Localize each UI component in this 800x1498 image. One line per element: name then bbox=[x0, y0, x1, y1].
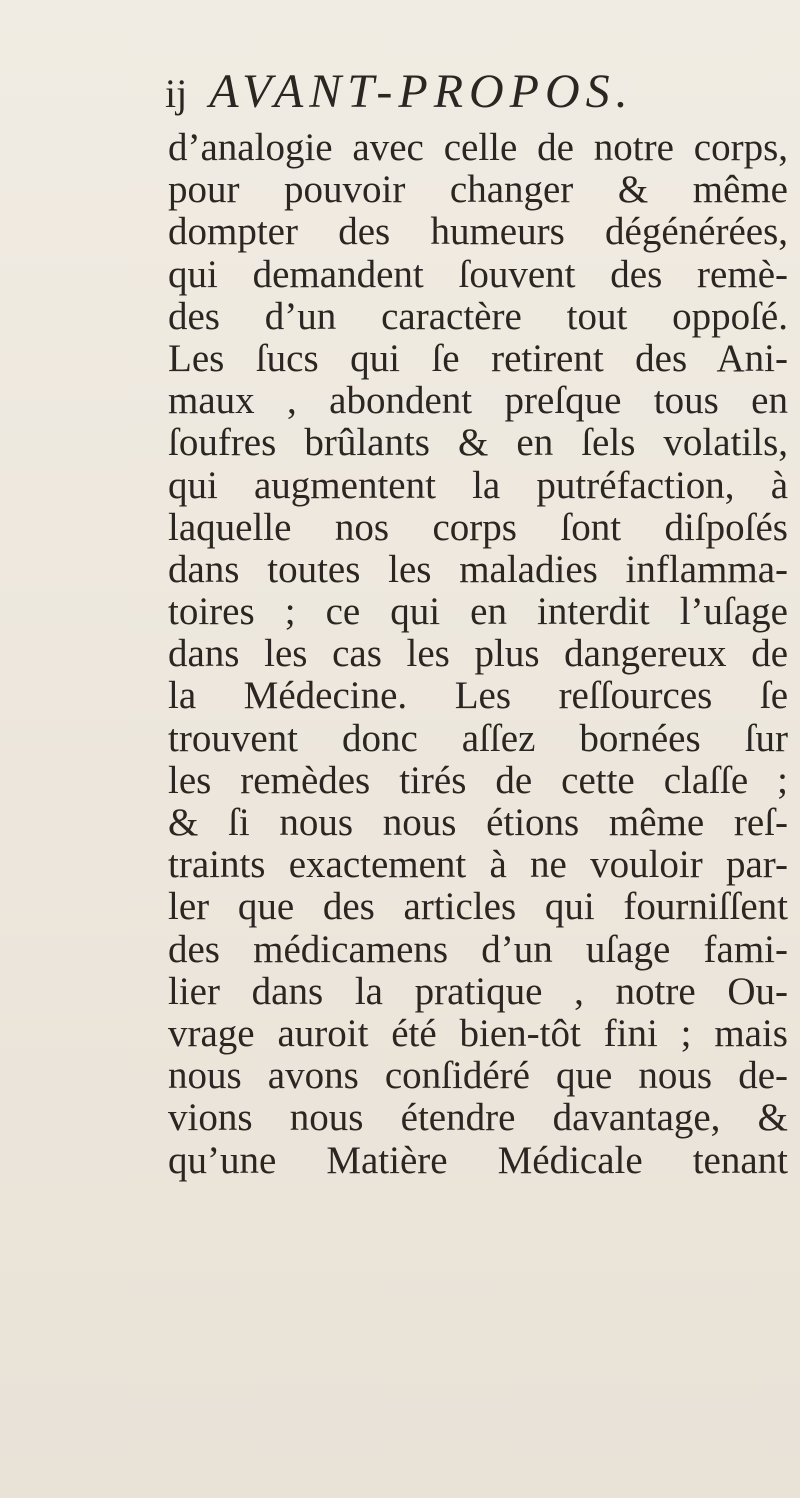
text-line: traints exactement à ne vouloir par- bbox=[168, 844, 788, 887]
text-line: dans les cas les plus dangereux de bbox=[168, 633, 788, 676]
page-header bbox=[165, 64, 634, 119]
text-line: dompter des humeurs dégénérées, bbox=[168, 211, 788, 254]
text-line: ſoufres brûlants & en ſels volatils, bbox=[168, 422, 788, 465]
text-line: pour pouvoir changer & même bbox=[168, 169, 788, 212]
text-line: qui augmentent la putréfaction, à bbox=[168, 464, 788, 507]
text-line: les remèdes tirés de cette claſſe ; bbox=[168, 759, 788, 802]
text-line: ler que des articles qui fourniſſent bbox=[168, 886, 788, 929]
text-line: la Médecine. Les reſſources ſe bbox=[168, 675, 788, 718]
text-line: maux , abondent preſque tous en bbox=[168, 380, 788, 423]
text-line: laquelle nos corps ſont diſpoſés bbox=[168, 506, 788, 549]
text-line: d’analogie avec celle de notre corps, bbox=[168, 127, 788, 169]
text-line: qu’une Matière Médicale tenant bbox=[168, 1139, 788, 1182]
text-line: trouvent donc aſſez bornées ſur bbox=[168, 717, 788, 760]
text-line: lier dans la pratique , notre Ou- bbox=[168, 970, 788, 1013]
text-line: Les ſucs qui ſe retirent des Ani- bbox=[168, 337, 788, 380]
page-number: ij bbox=[165, 71, 188, 116]
body-text bbox=[168, 127, 788, 1182]
text-line: & ſi nous nous étions même reſ- bbox=[168, 802, 788, 844]
text-line: des médicamens d’un uſage fami- bbox=[168, 928, 788, 971]
text-line: nous avons conſidéré que nous de- bbox=[168, 1055, 788, 1098]
text-line: dans toutes les maladies inflamma- bbox=[168, 548, 788, 591]
running-title: AVANT-PROPOS. bbox=[209, 65, 634, 118]
text-line: toires ; ce qui en interdit l’uſage bbox=[168, 591, 788, 634]
text-line: vrage auroit été bien-tôt fini ; mais bbox=[168, 1012, 788, 1055]
text-line: vions nous étendre davantage, & bbox=[168, 1097, 788, 1140]
text-line: des d’un caractère tout oppoſé. bbox=[168, 295, 788, 338]
text-line: qui demandent ſouvent des remè- bbox=[168, 253, 788, 296]
